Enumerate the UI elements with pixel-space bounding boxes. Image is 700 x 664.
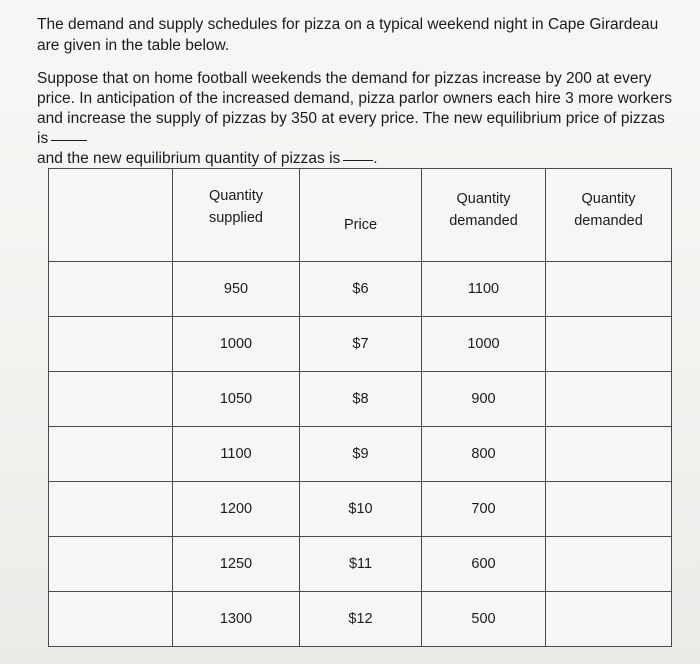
new-demanded-cell[interactable]	[546, 262, 672, 317]
new-demanded-cell[interactable]	[546, 537, 672, 592]
supplied-cell: 1250	[173, 537, 300, 592]
new-supplied-cell[interactable]	[49, 482, 173, 537]
new-supplied-cell[interactable]	[49, 372, 173, 427]
new-supplied-cell[interactable]	[49, 537, 173, 592]
header-quantity-supplied-line1: Quantity	[208, 188, 263, 204]
table-header-row	[49, 169, 672, 262]
table-row	[49, 262, 672, 317]
header-empty	[49, 169, 173, 262]
price-cell: $6	[300, 262, 422, 317]
supplied-cell: 1050	[173, 372, 300, 427]
price-cell: $12	[300, 592, 422, 647]
header-price-label: Price	[343, 217, 378, 233]
demanded-cell: 900	[422, 372, 546, 427]
new-supplied-cell[interactable]	[49, 262, 173, 317]
new-supplied-cell[interactable]	[49, 427, 173, 482]
demanded-cell: 500	[422, 592, 546, 647]
answer-blank-quantity[interactable]	[343, 159, 373, 161]
header-price	[300, 169, 422, 262]
table-row	[49, 592, 672, 647]
header-new-quantity-demanded-line1: Quantity	[581, 191, 636, 207]
price-cell: $8	[300, 372, 422, 427]
question-part-2: and the new equilibrium quantity of pizzas is	[37, 150, 341, 167]
demanded-cell: 800	[422, 427, 546, 482]
new-demanded-cell[interactable]	[546, 317, 672, 372]
answer-blank-price[interactable]	[51, 139, 87, 141]
demanded-cell: 600	[422, 537, 546, 592]
header-quantity-supplied	[173, 169, 300, 262]
question-part-1: Suppose that on home football weekends the demand for pizzas increase by 200 at every price. In anticipation of the increased demand, pizza parlor owners each hire 3 more workers and increase the supply of pizzas by 350 at every price. The new equilibrium price of pizzas is	[37, 70, 672, 147]
price-cell: $7	[300, 317, 422, 372]
header-new-quantity-demanded	[546, 169, 672, 262]
table-row	[49, 372, 672, 427]
intro-text: The demand and supply schedules for pizza on a typical weekend night in Cape Girardeau are given in the table below.	[37, 16, 659, 54]
demanded-cell: 700	[422, 482, 546, 537]
header-quantity-demanded	[422, 169, 546, 262]
new-demanded-cell[interactable]	[546, 482, 672, 537]
header-quantity-supplied-line2: supplied	[208, 210, 263, 226]
table-row	[49, 317, 672, 372]
supplied-cell: 1000	[173, 317, 300, 372]
question-text	[37, 69, 677, 169]
new-demanded-cell[interactable]	[546, 427, 672, 482]
supplied-cell: 1100	[173, 427, 300, 482]
new-demanded-cell[interactable]	[546, 372, 672, 427]
supplied-cell: 1300	[173, 592, 300, 647]
price-cell: $9	[300, 427, 422, 482]
price-cell: $10	[300, 482, 422, 537]
new-demanded-cell[interactable]	[546, 592, 672, 647]
table-row	[49, 537, 672, 592]
new-supplied-cell[interactable]	[49, 317, 173, 372]
table-row	[49, 427, 672, 482]
supplied-cell: 1200	[173, 482, 300, 537]
header-quantity-demanded-line1: Quantity	[456, 191, 511, 207]
demanded-cell: 1100	[422, 262, 546, 317]
new-supplied-cell[interactable]	[49, 592, 173, 647]
header-quantity-demanded-line2: demanded	[449, 213, 518, 229]
header-new-quantity-demanded-line2: demanded	[574, 213, 643, 229]
supplied-cell: 950	[173, 262, 300, 317]
price-cell: $11	[300, 537, 422, 592]
question-end: .	[373, 150, 378, 167]
table-row	[49, 482, 672, 537]
demanded-cell: 1000	[422, 317, 546, 372]
schedule-table	[48, 168, 672, 647]
